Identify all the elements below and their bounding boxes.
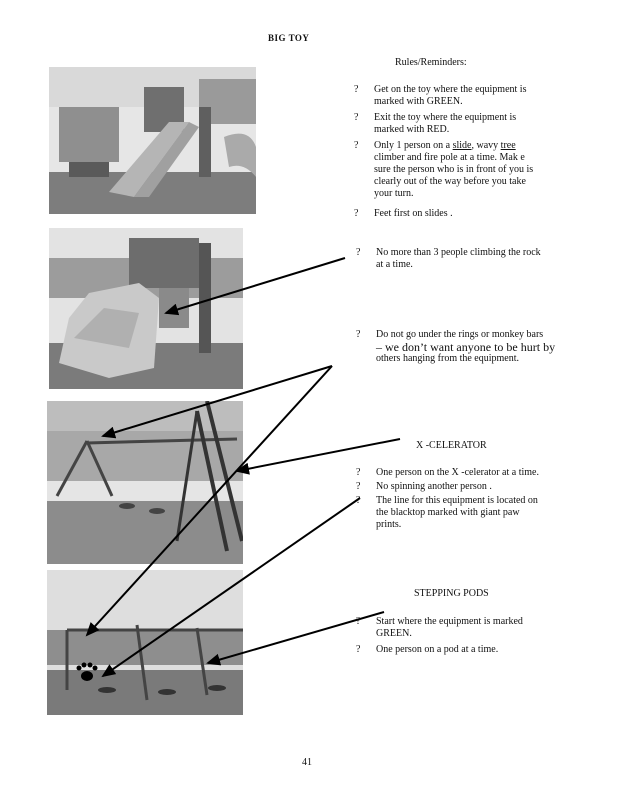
list-item: ? Feet first on slides . <box>354 208 453 219</box>
bullet-icon: ? <box>354 84 359 95</box>
list-item: ? Do not go under the rings or monkey bars – we don’t want anyone to be hurt by others hanging from the equipment. <box>356 329 556 364</box>
arrow-rings-1 <box>103 366 332 436</box>
page-number: 41 <box>302 757 312 768</box>
stepping-pods-heading: STEPPING PODS <box>414 588 489 599</box>
xcelerator-heading: X -CELERATOR <box>416 440 487 451</box>
arrow-rings-2 <box>87 366 332 635</box>
bullet-icon: ? <box>354 112 359 123</box>
list-item: ? No spinning another person . <box>356 481 492 492</box>
arrow-pawprint <box>103 498 360 676</box>
bullet-icon: ? <box>356 247 361 258</box>
arrow-rock <box>166 258 345 313</box>
bullet-icon: ? <box>354 140 359 151</box>
bullet-icon: ? <box>356 329 361 340</box>
bullet-icon: ? <box>354 208 359 219</box>
list-item: ? One person on a pod at a time. <box>356 644 499 655</box>
list-item: ? The line for this equipment is located on the blacktop marked with giant paw prints. <box>356 495 538 530</box>
list-item: ? One person on the X -celerator at a time. <box>356 467 539 478</box>
list-item: ? No more than 3 people climbing the rock at a time. <box>356 247 541 270</box>
bullet-icon: ? <box>356 616 361 627</box>
list-item: ? Start where the equipment is marked GREEN. <box>356 616 523 639</box>
bullet-icon: ? <box>356 481 361 492</box>
list-item: ? Only 1 person on a slide, wavy tree climber and fire pole at a time. Mak e sure the person who is in front of you is clearly out of the way before you take your turn. <box>354 140 534 199</box>
bullet-icon: ? <box>356 495 361 506</box>
list-item: ? Exit the toy where the equipment is marked with RED. <box>354 112 517 135</box>
list-item: ? Get on the toy where the equipment is marked with GREEN. <box>354 84 527 107</box>
page-header: BIG TOY <box>268 33 310 43</box>
rules-heading: Rules/Reminders: <box>395 57 467 68</box>
bullet-icon: ? <box>356 467 361 478</box>
bullet-icon: ? <box>356 644 361 655</box>
